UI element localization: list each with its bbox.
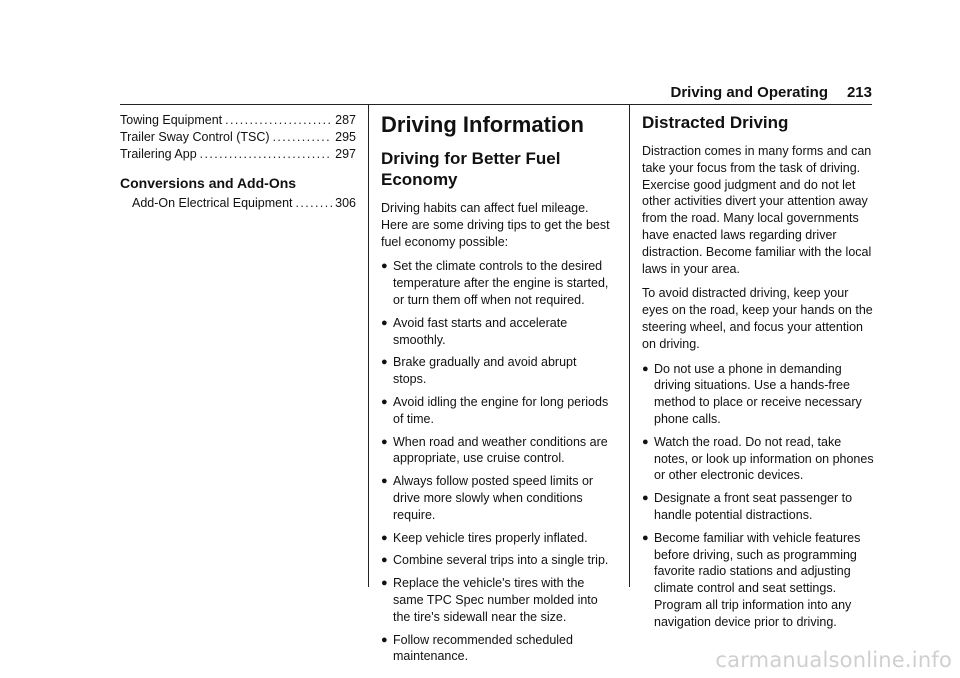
toc-entry-title: Trailer Sway Control (TSC): [120, 130, 270, 144]
section-title: Driving Information: [381, 112, 584, 137]
bullet-text: Set the climate controls to the desired temperature after the engine is started, or turn them off when not required.: [393, 259, 609, 307]
bullet-text: Keep vehicle tires properly inflated.: [393, 530, 588, 545]
bullet-icon: ●: [642, 435, 649, 448]
toc-entry-page: 297: [335, 147, 356, 161]
toc-entry-page: 306: [335, 196, 356, 210]
subsection-title: Driving for Better Fuel Economy: [381, 149, 561, 189]
page-number: 213: [846, 84, 872, 101]
bullet-icon: ●: [642, 531, 649, 544]
toc-list: [120, 112, 356, 163]
subsection-title: Distracted Driving: [642, 113, 789, 132]
bullet-text: Designate a front seat passenger to handle potential distractions.: [654, 491, 853, 522]
toc-entry-title: Trailering App: [120, 147, 197, 161]
bullet-item: [381, 394, 611, 428]
toc-section-heading: Conversions and Add-Ons: [120, 175, 297, 191]
bullet-icon: ●: [381, 577, 388, 590]
bullet-icon: ●: [381, 633, 388, 646]
bullet-icon: ●: [381, 475, 388, 488]
bullet-icon: ●: [642, 492, 649, 505]
toc-leader-dots: [225, 112, 332, 129]
watermark: carmanualsonline.info: [715, 648, 952, 672]
bullet-item: [381, 354, 611, 388]
toc-entry[interactable]: [120, 146, 356, 163]
bullet-item: [381, 552, 611, 569]
bullet-item: [642, 490, 874, 524]
bullet-text: Avoid fast starts and accelerate smoothly.: [393, 315, 568, 347]
bullet-item: [381, 473, 611, 523]
bullet-text: Combine several trips into a single trip.: [393, 553, 609, 568]
bullet-item: [642, 434, 874, 484]
toc-entry-page: 287: [335, 113, 356, 127]
bullet-text: Become familiar with vehicle features before driving, such as programming favorite radio stations and adjusting climate control and seat settings. Program all trip information into any navigation device prior to driving.: [654, 530, 861, 629]
bullet-item: [381, 575, 611, 625]
bullet-icon: ●: [642, 362, 649, 375]
bullet-item: [381, 258, 611, 308]
body-paragraph: To avoid distracted driving, keep your eyes on the road, keep your hands on the steering wheel, and focus your attention on driving.: [642, 286, 873, 351]
body-paragraph: Distraction comes in many forms and can take your focus from the task of driving. Exercise good judgment and do not let other activities divert your attention away from the road. Many local governments have enacted laws regarding driver distraction. Become familiar with the local laws in your area.: [642, 144, 872, 276]
bullet-text: Do not use a phone in demanding driving situations. Use a hands-free method to place or receive necessary phone calls.: [654, 361, 862, 426]
column-divider: [368, 104, 369, 587]
bullet-icon: ●: [381, 260, 388, 273]
toc-entry[interactable]: [120, 112, 356, 129]
column-divider: [629, 104, 630, 587]
fuel-economy-tips-list: [381, 258, 611, 665]
bullet-text: Follow recommended scheduled maintenance.: [393, 632, 573, 664]
toc-leader-dots: [273, 129, 333, 146]
bullet-item: [642, 530, 874, 631]
driving-information-column: [381, 112, 611, 671]
intro-paragraph: Driving habits can affect fuel mileage. Here are some driving tips to get the best fuel economy possible:: [381, 201, 610, 249]
toc-leader-dots: [200, 146, 332, 163]
running-head: Driving and Operating: [670, 84, 828, 101]
toc-entry[interactable]: [120, 129, 356, 146]
page-header: [120, 84, 872, 105]
bullet-icon: ●: [381, 435, 388, 448]
bullet-icon: ●: [381, 395, 388, 408]
toc-column: [120, 112, 356, 212]
bullet-text: Replace the vehicle's tires with the same TPC Spec number molded into the tire's sidewall near the size.: [393, 576, 598, 624]
bullet-icon: ●: [381, 554, 388, 567]
toc-entry-title: Towing Equipment: [120, 113, 223, 127]
toc-entry-page: 295: [335, 130, 356, 144]
bullet-text: Brake gradually and avoid abrupt stops.: [393, 355, 577, 387]
bullet-text: Watch the road. Do not read, take notes, or look up information on phones or other electronic devices.: [654, 434, 874, 483]
bullet-text: Avoid idling the engine for long periods of time.: [393, 394, 609, 426]
bullet-item: [381, 434, 611, 468]
toc-entry[interactable]: [120, 195, 356, 212]
bullet-text: Always follow posted speed limits or drive more slowly when conditions require.: [393, 474, 594, 522]
bullet-text: When road and weather conditions are appropriate, use cruise control.: [393, 434, 608, 466]
toc-list: [120, 195, 356, 212]
bullet-item: [381, 632, 611, 666]
bullet-item: [642, 361, 874, 428]
bullet-item: [381, 530, 611, 547]
toc-leader-dots: [296, 195, 333, 212]
distraction-tips-list: [642, 361, 874, 631]
bullet-item: [381, 315, 611, 349]
bullet-icon: ●: [381, 316, 388, 329]
bullet-icon: ●: [381, 531, 388, 544]
bullet-icon: ●: [381, 356, 388, 369]
toc-entry-title: Add-On Electrical Equipment: [132, 196, 293, 210]
distracted-driving-column: [642, 112, 874, 637]
